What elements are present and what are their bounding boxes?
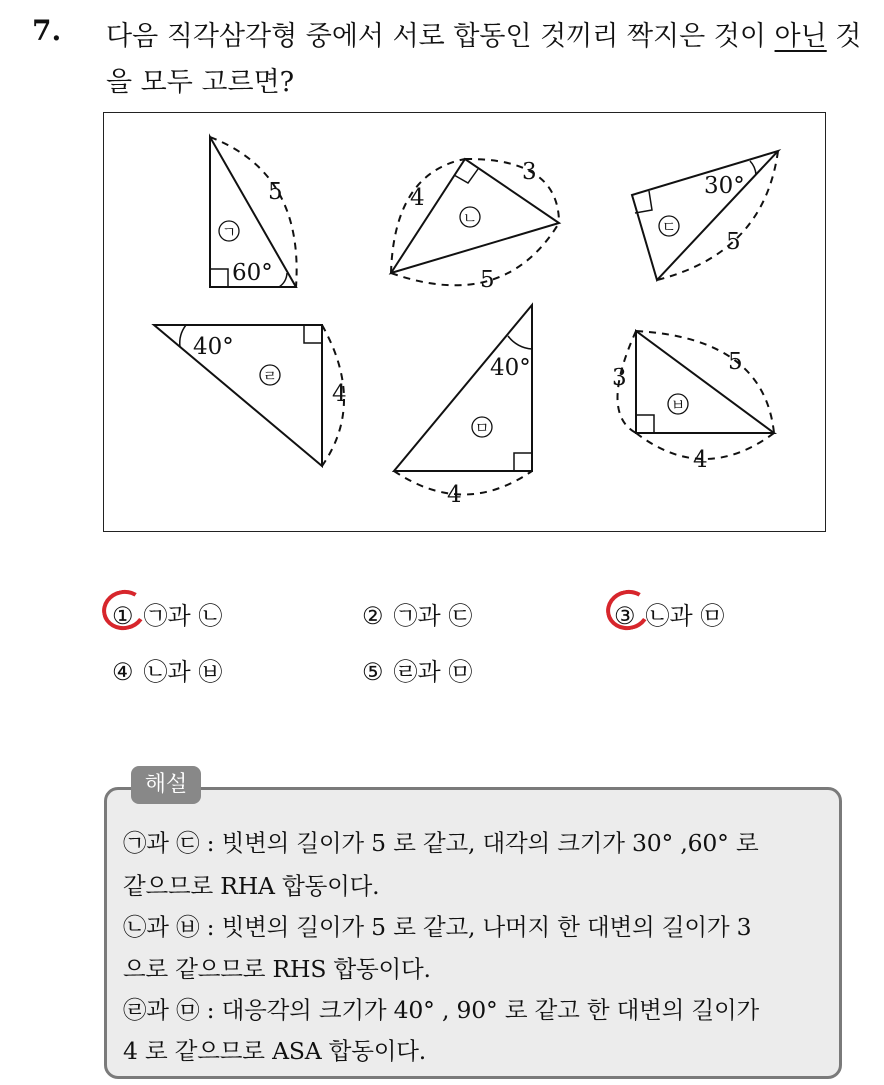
explanation-line: 4 로 같으므로 ASA 합동이다. bbox=[123, 1037, 427, 1065]
triangle-nieun-side-b: 3 bbox=[522, 159, 537, 185]
triangle-bieup-side-a: 3 bbox=[612, 365, 627, 391]
triangle-giyeok-label: ㄱ bbox=[221, 223, 237, 241]
option-5-number: ⑤ bbox=[362, 658, 384, 686]
triangle-nieun-side-a: 4 bbox=[410, 185, 425, 211]
triangle-bieup bbox=[612, 331, 774, 473]
triangle-mieum-side: 4 bbox=[447, 482, 462, 508]
triangle-bieup-side-c: 4 bbox=[693, 447, 708, 473]
option-2-number: ② bbox=[362, 602, 384, 630]
triangle-rieul-side: 4 bbox=[332, 381, 347, 407]
triangle-figure bbox=[103, 112, 826, 532]
triangle-rieul bbox=[154, 325, 347, 466]
option-3-text: ㉡과 ㉤ bbox=[645, 602, 725, 630]
explanation-line: ㉠과 ㉢ : 빗변의 길이가 5 로 같고, 대각의 크기가 30° ,60° 로 bbox=[123, 829, 759, 857]
triangle-digeut-side: 5 bbox=[726, 229, 741, 255]
triangle-giyeok-angle: 60° bbox=[232, 260, 273, 286]
triangle-digeut bbox=[632, 151, 778, 280]
option-5[interactable] bbox=[362, 652, 472, 687]
explanation-line: ㉣과 ㉤ : 대응각의 크기가 40° , 90° 로 같고 한 대변의 길이가 bbox=[123, 996, 759, 1024]
option-2-text: ㉠과 ㉢ bbox=[393, 602, 473, 630]
explanation-tag: 해설 bbox=[131, 766, 201, 804]
option-1[interactable] bbox=[112, 596, 222, 631]
triangle-rieul-label: ㄹ bbox=[262, 367, 278, 385]
option-5-text: ㉣과 ㉤ bbox=[393, 658, 473, 686]
option-1-text: ㉠과 ㉡ bbox=[143, 602, 223, 630]
explanation-box bbox=[104, 787, 842, 1079]
triangle-digeut-angle: 30° bbox=[704, 173, 745, 199]
option-2[interactable] bbox=[362, 596, 472, 631]
triangle-giyeok-side: 5 bbox=[268, 179, 283, 205]
triangle-bieup-side-b: 5 bbox=[728, 349, 743, 375]
question-number: 7. bbox=[32, 14, 62, 47]
option-3[interactable] bbox=[614, 596, 724, 631]
triangle-nieun-label: ㄴ bbox=[462, 209, 478, 227]
triangle-giyeok bbox=[210, 137, 297, 287]
triangle-digeut-label: ㄷ bbox=[661, 218, 677, 236]
triangle-rieul-angle: 40° bbox=[193, 334, 234, 360]
option-4-number: ④ bbox=[112, 658, 134, 686]
question-underlined-word: 아닌 bbox=[774, 21, 827, 52]
triangles-svg bbox=[104, 113, 827, 533]
option-3-number: ③ bbox=[614, 602, 636, 630]
triangle-mieum-angle: 40° bbox=[490, 355, 531, 381]
explanation-line: 같으므로 RHA 합동이다. bbox=[123, 872, 380, 900]
question-text bbox=[106, 14, 866, 106]
triangle-bieup-label: ㅂ bbox=[670, 396, 686, 414]
triangle-mieum-label: ㅁ bbox=[474, 419, 490, 437]
question-text-before: 다음 직각삼각형 중에서 서로 합동인 것끼리 짝지은 것이 bbox=[106, 21, 775, 52]
option-4-text: ㉡과 ㉥ bbox=[143, 658, 223, 686]
triangle-nieun-side-c: 5 bbox=[480, 267, 495, 293]
option-4[interactable] bbox=[112, 652, 222, 687]
triangle-mieum bbox=[394, 305, 532, 508]
option-1-number: ① bbox=[112, 602, 134, 630]
explanation-line: 으로 같으므로 RHS 합동이다. bbox=[123, 955, 431, 983]
explanation-line: ㉡과 ㉥ : 빗변의 길이가 5 로 같고, 나머지 한 대변의 길이가 3 bbox=[123, 913, 752, 941]
question-text-after: 것을 모두 고르면? bbox=[106, 21, 862, 98]
triangle-nieun bbox=[391, 159, 559, 293]
